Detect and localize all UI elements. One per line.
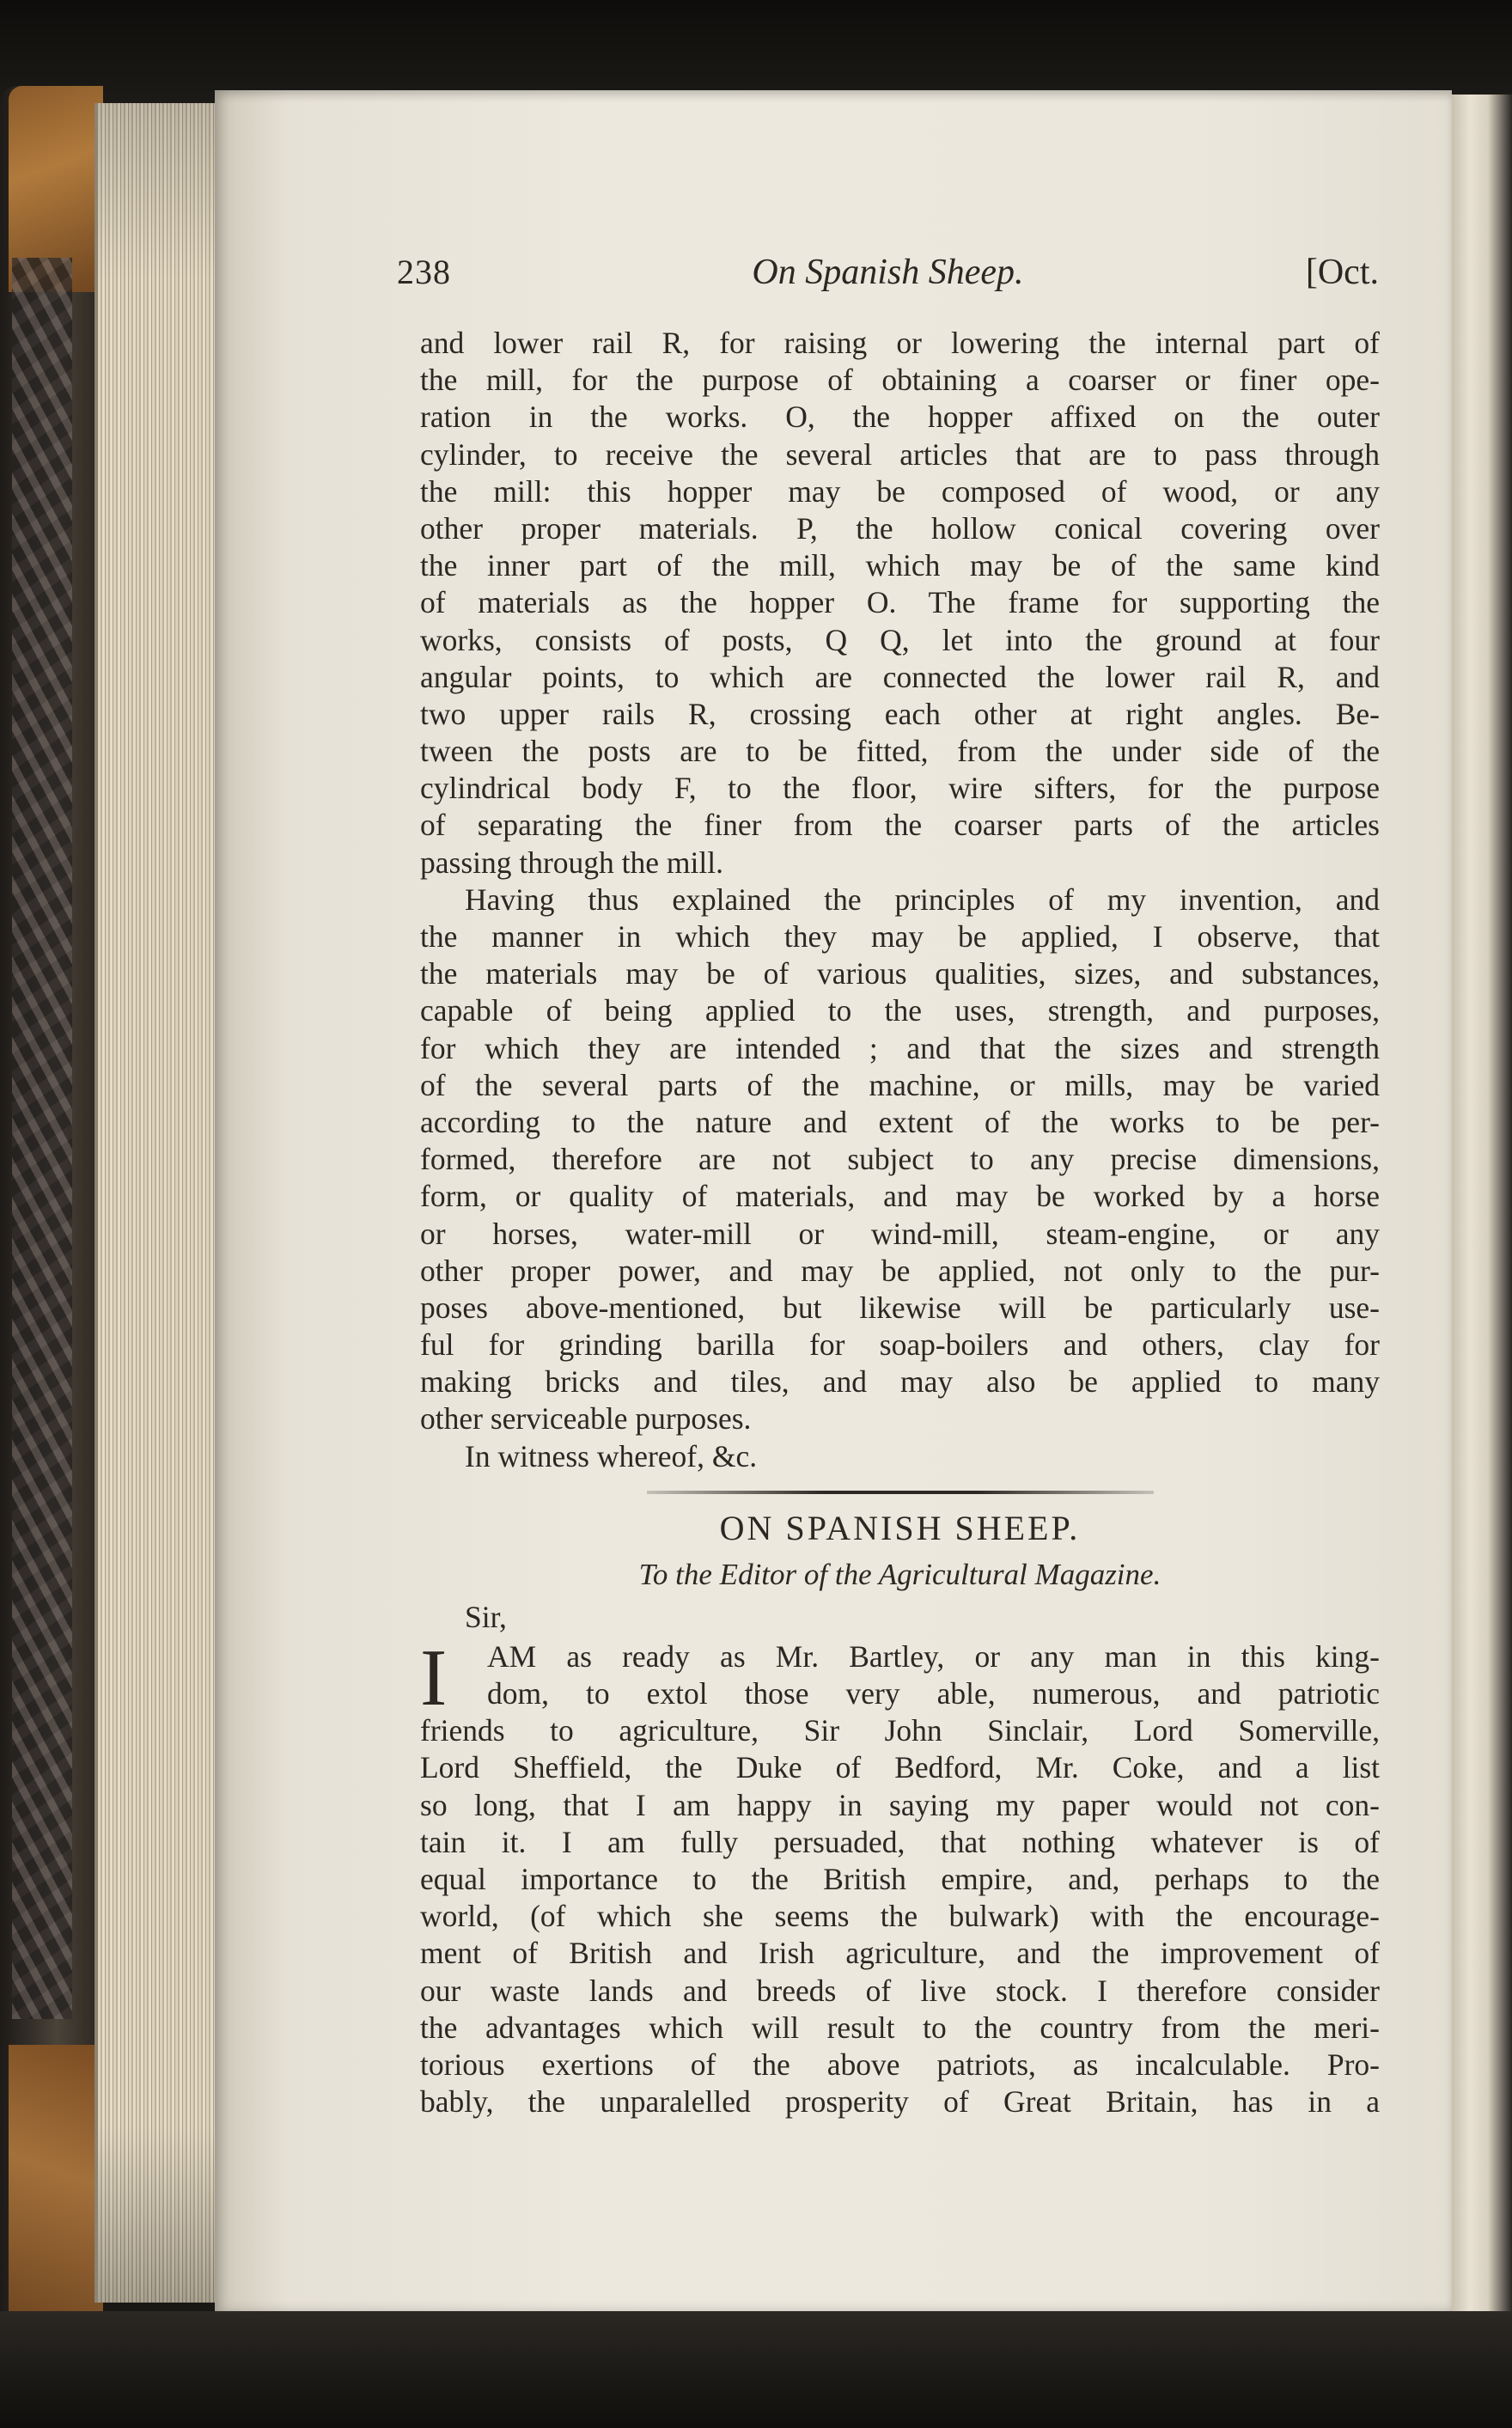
text-line: other proper materials. P, the hollow conical covering over	[420, 510, 1380, 546]
text-line: form, or quality of materials, and may be worked by a horse	[420, 1179, 1380, 1214]
closing-line: In witness whereof, &c.	[465, 1438, 758, 1473]
text-line: our waste lands and breeds of live stock. I therefore consider	[420, 1973, 1380, 2008]
running-month: [Oct.	[1305, 253, 1379, 292]
page-edges	[94, 103, 218, 2303]
leather-corner-bottom	[9, 2045, 103, 2328]
text-line: other proper power, and may be applied, not only to the pur-	[420, 1253, 1380, 1288]
text-line: according to the nature and extent of the works to be per-	[420, 1104, 1380, 1139]
text-line: of materials as the hopper O. The frame for supporting the	[420, 585, 1380, 620]
text-line: friends to agriculture, Sir John Sinclair, Lord Somerville,	[420, 1713, 1380, 1748]
right-page-edge	[1452, 95, 1512, 2311]
text-line: or horses, water-mill or wind-mill, steam-engine, or any	[420, 1216, 1380, 1251]
text-line: tain it. I am fully persuaded, that nothing whatever is of	[420, 1824, 1380, 1859]
text-line: of separating the finer from the coarser parts of the articles	[420, 808, 1380, 843]
text-line: cylinder, to receive the several articles that are to pass through	[420, 436, 1380, 472]
text-line: Lord Sheffield, the Duke of Bedford, Mr. Coke, and a list	[420, 1750, 1380, 1785]
top-shadow	[0, 0, 1512, 103]
text-line: the manner in which they may be applied, I observe, that	[420, 919, 1380, 954]
text-line: two upper rails R, crossing each other at right angles. Be-	[420, 696, 1380, 731]
drop-cap: I	[420, 1632, 448, 1723]
text-line: so long, that I am happy in saying my paper would not con-	[420, 1787, 1380, 1822]
text-line: angular points, to which are connected the lower rail R, and	[420, 659, 1380, 694]
letter-body	[420, 1632, 1380, 2120]
text-line: for which they are intended ; and that the sizes and strength	[420, 1030, 1380, 1065]
text-line: other serviceable purposes.	[420, 1401, 752, 1437]
text-line: ment of British and Irish agriculture, and the improvement of	[420, 1936, 1380, 1971]
text-line: tween the posts are to be fitted, from the under side of the	[420, 734, 1380, 769]
page-body	[420, 325, 1380, 2120]
text-line: and lower rail R, for raising or lowering the internal part of	[420, 326, 1380, 360]
text-line: the advantages which will result to the country from the meri-	[420, 2010, 1380, 2045]
text-line: capable of being applied to the uses, strength, and purposes,	[420, 993, 1380, 1028]
text-line: the inner part of the mill, which may be of the same kind	[420, 548, 1380, 583]
text-line: bably, the unparalelled prosperity of Great Britain, has in a	[420, 2084, 1380, 2120]
text-line: dom, to extol those very able, numerous, and patriotic	[487, 1676, 1380, 1711]
text-line: passing through the mill.	[420, 845, 724, 880]
text-line: formed, therefore are not subject to any precise dimensions,	[420, 1142, 1380, 1177]
section-subtitle: To the Editor of the Agricultural Magazine.	[638, 1557, 1161, 1591]
text-line: ful for grinding barilla for soap-boilers and others, clay for	[420, 1327, 1380, 1363]
text-line: works, consists of posts, Q Q, let into the ground at four	[420, 622, 1380, 657]
page-number: 238	[397, 253, 451, 291]
marbled-board	[12, 258, 72, 2019]
bottom-shadow	[0, 2311, 1512, 2428]
invention-paragraph	[420, 882, 1380, 1438]
text-line: cylindrical body F, to the floor, wire sifters, for the purpose	[420, 771, 1380, 806]
running-header	[397, 252, 1379, 303]
text-line: AM as ready as Mr. Bartley, or any man in this king-	[487, 1638, 1380, 1674]
text-line: ration in the works. O, the hopper affixed on the outer	[420, 400, 1380, 435]
text-line: the mill: this hopper may be composed of wood, or any	[420, 473, 1380, 509]
running-title: On Spanish Sheep.	[752, 253, 1024, 292]
text-line: making bricks and tiles, and may also be applied to many	[420, 1364, 1380, 1400]
text-line: torious exertions of the above patriots, as incalculable. Pro-	[420, 2047, 1380, 2082]
salutation: Sir,	[465, 1599, 507, 1634]
text-line: world, (of which she seems the bulwark) with the encourage-	[420, 1899, 1380, 1934]
text-line: of the several parts of the machine, or mills, may be varied	[420, 1067, 1380, 1102]
text-line: equal importance to the British empire, and, perhaps to the	[420, 1861, 1380, 1896]
continuation-paragraph	[420, 325, 1380, 882]
text-line: the materials may be of various qualities, sizes, and substances,	[420, 956, 1380, 991]
text-line: Having thus explained the principles of my invention, and	[465, 882, 1380, 917]
text-line: the mill, for the purpose of obtaining a coarser or finer ope-	[420, 363, 1380, 398]
section-divider	[647, 1491, 1154, 1494]
text-line: poses above-mentioned, but likewise will be particularly use-	[420, 1290, 1380, 1325]
section-title: ON SPANISH SHEEP.	[719, 1508, 1081, 1547]
